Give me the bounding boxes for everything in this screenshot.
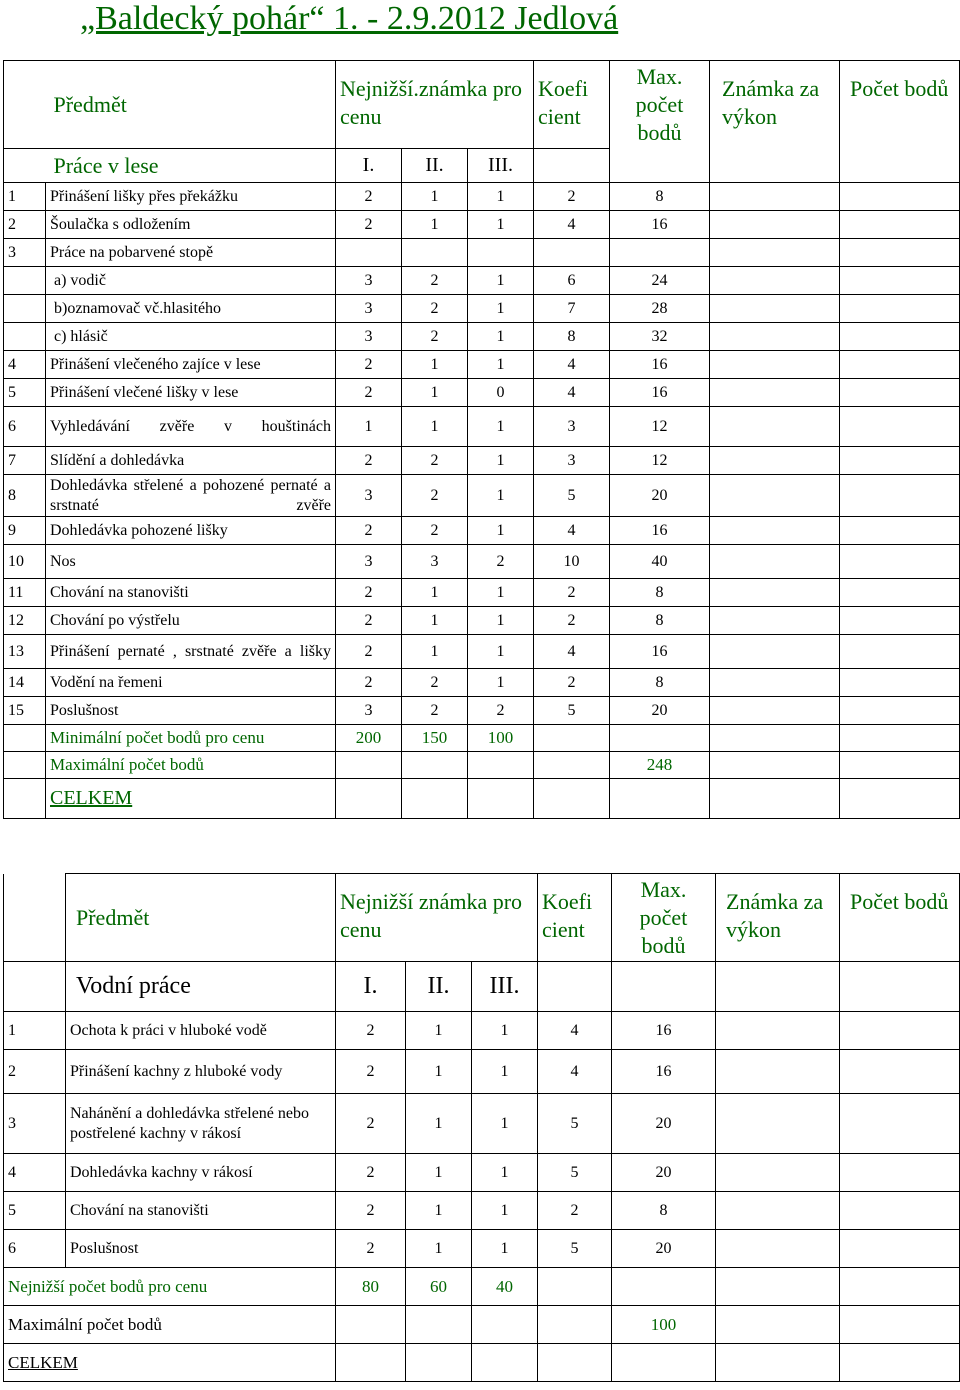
points-cell (840, 1012, 960, 1050)
min-points-label: Minimální počet bodů pro cenu (46, 725, 336, 752)
table-row (4, 607, 960, 635)
water-work-table (3, 873, 960, 1382)
points-cell (840, 475, 960, 517)
min-grade-3: 1 (468, 579, 534, 607)
grade-cell (710, 669, 840, 697)
row-number: 2 (4, 1050, 66, 1094)
table-row (4, 447, 960, 475)
min-grade-3: 1 (468, 475, 534, 517)
min-grade-3: 1 (472, 1094, 538, 1154)
points-cell (840, 1094, 960, 1154)
grade-cell (710, 267, 840, 295)
coefficient (534, 239, 610, 267)
min-grade-2: 1 (402, 635, 468, 669)
min-grade-2: 1 (402, 579, 468, 607)
points-header: Počet bodů (840, 61, 960, 183)
row-label: Nahánění a dohledávka střelené nebo postřelené kachny v rákosí (66, 1094, 336, 1154)
max-points: 24 (610, 267, 710, 295)
points-cell (840, 1154, 960, 1192)
min-grade-1: 2 (336, 351, 402, 379)
row-number: 5 (4, 379, 46, 407)
min-grade-3: 1 (472, 1050, 538, 1094)
points-cell (840, 267, 960, 295)
min-grade-2: 2 (402, 697, 468, 725)
row-label: Práce na pobarvené stopě (46, 239, 336, 267)
min-grade-2: 1 (402, 379, 468, 407)
max-points-value: 100 (612, 1306, 716, 1344)
points-cell (840, 407, 960, 447)
table-row (4, 323, 960, 351)
total-label: CELKEM (46, 779, 336, 819)
grade-header: Známka za výkon (710, 61, 840, 183)
row-number: 10 (4, 545, 46, 579)
min-grade-3: 1 (468, 607, 534, 635)
min-grade-1: 2 (336, 1094, 406, 1154)
max-points: 16 (612, 1012, 716, 1050)
min-grade-2: 2 (402, 517, 468, 545)
min-grade-3: 1 (468, 183, 534, 211)
table-row (4, 379, 960, 407)
grade-cell (710, 211, 840, 239)
max-points: 8 (610, 579, 710, 607)
grade-cell (710, 447, 840, 475)
row-label: Vodění na řemeni (46, 669, 336, 697)
row-number: 12 (4, 607, 46, 635)
level-3-label: III. (468, 149, 534, 183)
min-grade-2: 1 (402, 211, 468, 239)
min-points-1: 80 (336, 1268, 406, 1306)
coefficient: 5 (534, 475, 610, 517)
row-number: 15 (4, 697, 46, 725)
max-points: 16 (610, 379, 710, 407)
grade-cell (710, 545, 840, 579)
table-row (4, 1154, 960, 1192)
row-number: 3 (4, 239, 46, 267)
max-points: 8 (610, 183, 710, 211)
min-grade-2 (402, 239, 468, 267)
row-label: Chování na stanovišti (66, 1192, 336, 1230)
min-grade-2: 1 (406, 1230, 472, 1268)
table-row (4, 351, 960, 379)
coefficient: 6 (534, 267, 610, 295)
grade-cell (710, 351, 840, 379)
min-grade-1: 2 (336, 635, 402, 669)
row-label: Dohledávka kachny v rákosí (66, 1154, 336, 1192)
points-cell (840, 697, 960, 725)
row-number: 1 (4, 183, 46, 211)
coefficient: 10 (534, 545, 610, 579)
coefficient: 5 (538, 1094, 612, 1154)
row-label: Přinášení vlečené lišky v lese (46, 379, 336, 407)
row-label: Šoulačka s odložením (46, 211, 336, 239)
table-row (4, 1012, 960, 1050)
max-points: 20 (612, 1154, 716, 1192)
grade-cell (716, 1154, 840, 1192)
points-header: Počet bodů (840, 874, 960, 962)
coefficient: 8 (534, 323, 610, 351)
max-points: 8 (610, 607, 710, 635)
min-grade-2: 1 (402, 607, 468, 635)
subject-header: Předmět (46, 61, 336, 149)
min-points-3: 40 (472, 1268, 538, 1306)
min-grade-1: 2 (336, 211, 402, 239)
level-2-label: II. (406, 962, 472, 1012)
grade-cell (710, 183, 840, 211)
row-number: 4 (4, 1154, 66, 1192)
grade-cell (710, 239, 840, 267)
min-grade-1: 2 (336, 447, 402, 475)
max-points: 16 (610, 351, 710, 379)
min-points-2: 150 (402, 725, 468, 752)
points-cell (840, 351, 960, 379)
row-label: Vyhledávání zvěře v houštinách (46, 407, 336, 447)
row-label: Ochota k práci v hluboké vodě (66, 1012, 336, 1050)
grade-cell (710, 697, 840, 725)
max-points: 16 (610, 517, 710, 545)
level-3-label: III. (472, 962, 538, 1012)
coefficient: 2 (534, 669, 610, 697)
min-grade-3 (468, 239, 534, 267)
grade-cell (710, 323, 840, 351)
table-row (4, 669, 960, 697)
row-number: 1 (4, 1012, 66, 1050)
table-row (4, 1094, 960, 1154)
table-row (4, 545, 960, 579)
table-row (4, 211, 960, 239)
row-label: Přinášení vlečeného zajíce v lese (46, 351, 336, 379)
min-grade-2: 1 (402, 407, 468, 447)
min-grade-3: 1 (468, 351, 534, 379)
forest-work-table (3, 60, 960, 819)
min-grade-3: 1 (468, 517, 534, 545)
row-label: b)oznamovač vč.hlasitého (46, 295, 336, 323)
min-grade-3: 1 (468, 635, 534, 669)
points-cell (840, 579, 960, 607)
coefficient: 4 (534, 517, 610, 545)
max-points-header: Max. počet bodů (612, 874, 716, 962)
min-grade-2: 1 (406, 1012, 472, 1050)
points-cell (840, 447, 960, 475)
points-cell (840, 1050, 960, 1094)
min-grade-2: 1 (406, 1050, 472, 1094)
min-grade-1: 3 (336, 323, 402, 351)
min-grade-1: 2 (336, 607, 402, 635)
min-grade-3: 1 (468, 407, 534, 447)
min-grade-1: 2 (336, 1012, 406, 1050)
coefficient: 4 (538, 1050, 612, 1094)
points-cell (840, 379, 960, 407)
table-row (4, 697, 960, 725)
coefficient: 4 (534, 351, 610, 379)
min-grade-1: 2 (336, 1050, 406, 1094)
table-row (4, 239, 960, 267)
min-grade-2: 2 (402, 295, 468, 323)
row-label: Dohledávka střelené a pohozené pernaté a srstnaté zvěře (46, 475, 336, 517)
total-label: CELKEM (4, 1344, 336, 1382)
page-title: „Baldecký pohár“ 1. - 2.9.2012 Jedlová (80, 0, 619, 37)
table-row (4, 1050, 960, 1094)
max-points: 20 (610, 697, 710, 725)
row-label: a) vodič (46, 267, 336, 295)
max-points-value: 248 (610, 752, 710, 779)
grade-header: Známka za výkon (716, 874, 840, 962)
coefficient: 4 (534, 211, 610, 239)
min-grade-2: 1 (406, 1192, 472, 1230)
min-grade-3: 1 (468, 211, 534, 239)
row-number: 8 (4, 475, 46, 517)
max-points: 32 (610, 323, 710, 351)
min-grade-2: 2 (402, 447, 468, 475)
min-grade-3: 2 (468, 545, 534, 579)
row-label: Slídění a dohledávka (46, 447, 336, 475)
max-points: 40 (610, 545, 710, 579)
max-points: 12 (610, 407, 710, 447)
points-cell (840, 635, 960, 669)
points-cell (840, 239, 960, 267)
row-label: Přinášení pernaté , srstnaté zvěře a lišky (46, 635, 336, 669)
min-points-label: Nejnižší počet bodů pro cenu (4, 1268, 336, 1306)
min-grade-2: 2 (402, 323, 468, 351)
grade-cell (716, 1230, 840, 1268)
min-grade-1: 2 (336, 517, 402, 545)
min-grade-1: 2 (336, 579, 402, 607)
row-label: Přinášení lišky přes překážku (46, 183, 336, 211)
row-number: 9 (4, 517, 46, 545)
coefficient-header: Koefi cient (538, 874, 612, 962)
coefficient: 5 (538, 1230, 612, 1268)
min-grade-1: 2 (336, 183, 402, 211)
table-row (4, 267, 960, 295)
table-row (4, 579, 960, 607)
min-grade-3: 1 (468, 295, 534, 323)
row-number: 4 (4, 351, 46, 379)
max-points: 8 (610, 669, 710, 697)
table-row (4, 1192, 960, 1230)
min-points-2: 60 (406, 1268, 472, 1306)
grade-cell (710, 517, 840, 545)
table-row (4, 295, 960, 323)
row-number: 3 (4, 1094, 66, 1154)
max-points: 8 (612, 1192, 716, 1230)
min-grade-1: 3 (336, 697, 402, 725)
min-grade-3: 1 (472, 1230, 538, 1268)
min-grade-1: 3 (336, 545, 402, 579)
min-grade-2: 1 (402, 351, 468, 379)
coefficient: 4 (538, 1012, 612, 1050)
coefficient: 5 (538, 1154, 612, 1192)
min-grade-1: 3 (336, 267, 402, 295)
coefficient: 5 (534, 697, 610, 725)
max-points: 20 (612, 1094, 716, 1154)
row-label: Chování po výstřelu (46, 607, 336, 635)
table-row (4, 407, 960, 447)
grade-cell (710, 635, 840, 669)
row-label: Chování na stanovišti (46, 579, 336, 607)
min-grade-2: 1 (406, 1094, 472, 1154)
coefficient: 2 (534, 183, 610, 211)
min-grade-2: 3 (402, 545, 468, 579)
grade-cell (710, 475, 840, 517)
row-label: c) hlásič (46, 323, 336, 351)
row-number: 14 (4, 669, 46, 697)
row-label: Poslušnost (66, 1230, 336, 1268)
points-cell (840, 211, 960, 239)
points-cell (840, 545, 960, 579)
points-cell (840, 607, 960, 635)
min-grade-1: 3 (336, 295, 402, 323)
coefficient: 3 (534, 447, 610, 475)
min-grade-3: 1 (468, 447, 534, 475)
min-grade-2: 2 (402, 475, 468, 517)
min-grade-1: 3 (336, 475, 402, 517)
grade-cell (716, 1192, 840, 1230)
grade-cell (716, 1012, 840, 1050)
row-number: 6 (4, 1230, 66, 1268)
grade-cell (710, 579, 840, 607)
max-points: 12 (610, 447, 710, 475)
grade-cell (710, 295, 840, 323)
grade-cell (710, 379, 840, 407)
grade-cell (710, 407, 840, 447)
min-grade-3: 1 (472, 1154, 538, 1192)
row-number: 11 (4, 579, 46, 607)
row-label: Nos (46, 545, 336, 579)
row-number (4, 267, 46, 295)
coefficient: 4 (534, 635, 610, 669)
row-number: 5 (4, 1192, 66, 1230)
row-number: 6 (4, 407, 46, 447)
min-grade-3: 1 (468, 669, 534, 697)
min-grade-3: 1 (468, 267, 534, 295)
row-number: 13 (4, 635, 46, 669)
min-grade-3: 1 (472, 1192, 538, 1230)
level-2-label: II. (402, 149, 468, 183)
max-points: 20 (610, 475, 710, 517)
max-points: 16 (612, 1050, 716, 1094)
coefficient: 4 (534, 379, 610, 407)
min-grade-1: 2 (336, 1192, 406, 1230)
coefficient: 2 (538, 1192, 612, 1230)
points-cell (840, 295, 960, 323)
row-number: 2 (4, 211, 46, 239)
max-points (610, 239, 710, 267)
table-row (4, 475, 960, 517)
min-grade-1 (336, 239, 402, 267)
min-grade-3: 2 (468, 697, 534, 725)
points-cell (840, 669, 960, 697)
section-title: Práce v lese (46, 149, 336, 183)
min-grade-3: 0 (468, 379, 534, 407)
min-grade-header: Nejnižší známka pro cenu (336, 874, 538, 962)
points-cell (840, 517, 960, 545)
row-label: Přinášení kachny z hluboké vody (66, 1050, 336, 1094)
coefficient: 7 (534, 295, 610, 323)
min-grade-3: 1 (472, 1012, 538, 1050)
coefficient: 3 (534, 407, 610, 447)
min-grade-2: 1 (402, 183, 468, 211)
coefficient-header: Koefi cient (534, 61, 610, 149)
min-points-3: 100 (468, 725, 534, 752)
table-row (4, 635, 960, 669)
coefficient: 2 (534, 579, 610, 607)
max-points-label: Maximální počet bodů (46, 752, 336, 779)
table-row (4, 517, 960, 545)
max-points-header: Max. počet bodů (610, 61, 710, 183)
row-label: Poslušnost (46, 697, 336, 725)
table-row (4, 183, 960, 211)
points-cell (840, 1192, 960, 1230)
max-points: 28 (610, 295, 710, 323)
points-cell (840, 1230, 960, 1268)
min-grade-2: 2 (402, 669, 468, 697)
points-cell (840, 323, 960, 351)
max-points: 16 (610, 635, 710, 669)
row-label: Dohledávka pohozené lišky (46, 517, 336, 545)
min-grade-1: 2 (336, 379, 402, 407)
min-grade-header: Nejnižší.známka pro cenu (336, 61, 534, 149)
subject-header: Předmět (66, 874, 336, 962)
level-1-label: I. (336, 149, 402, 183)
level-1-label: I. (336, 962, 406, 1012)
min-points-1: 200 (336, 725, 402, 752)
max-points: 20 (612, 1230, 716, 1268)
min-grade-2: 1 (406, 1154, 472, 1192)
min-grade-1: 2 (336, 1154, 406, 1192)
max-points-label: Maximální počet bodů (4, 1306, 336, 1344)
min-grade-1: 1 (336, 407, 402, 447)
grade-cell (710, 607, 840, 635)
grade-cell (716, 1094, 840, 1154)
row-number: 7 (4, 447, 46, 475)
table-row (4, 1230, 960, 1268)
min-grade-1: 2 (336, 1230, 406, 1268)
max-points: 16 (610, 211, 710, 239)
min-grade-3: 1 (468, 323, 534, 351)
points-cell (840, 183, 960, 211)
coefficient: 2 (534, 607, 610, 635)
section-title: Vodní práce (66, 962, 336, 1012)
row-number (4, 323, 46, 351)
row-number (4, 295, 46, 323)
min-grade-2: 2 (402, 267, 468, 295)
grade-cell (716, 1050, 840, 1094)
min-grade-1: 2 (336, 669, 402, 697)
